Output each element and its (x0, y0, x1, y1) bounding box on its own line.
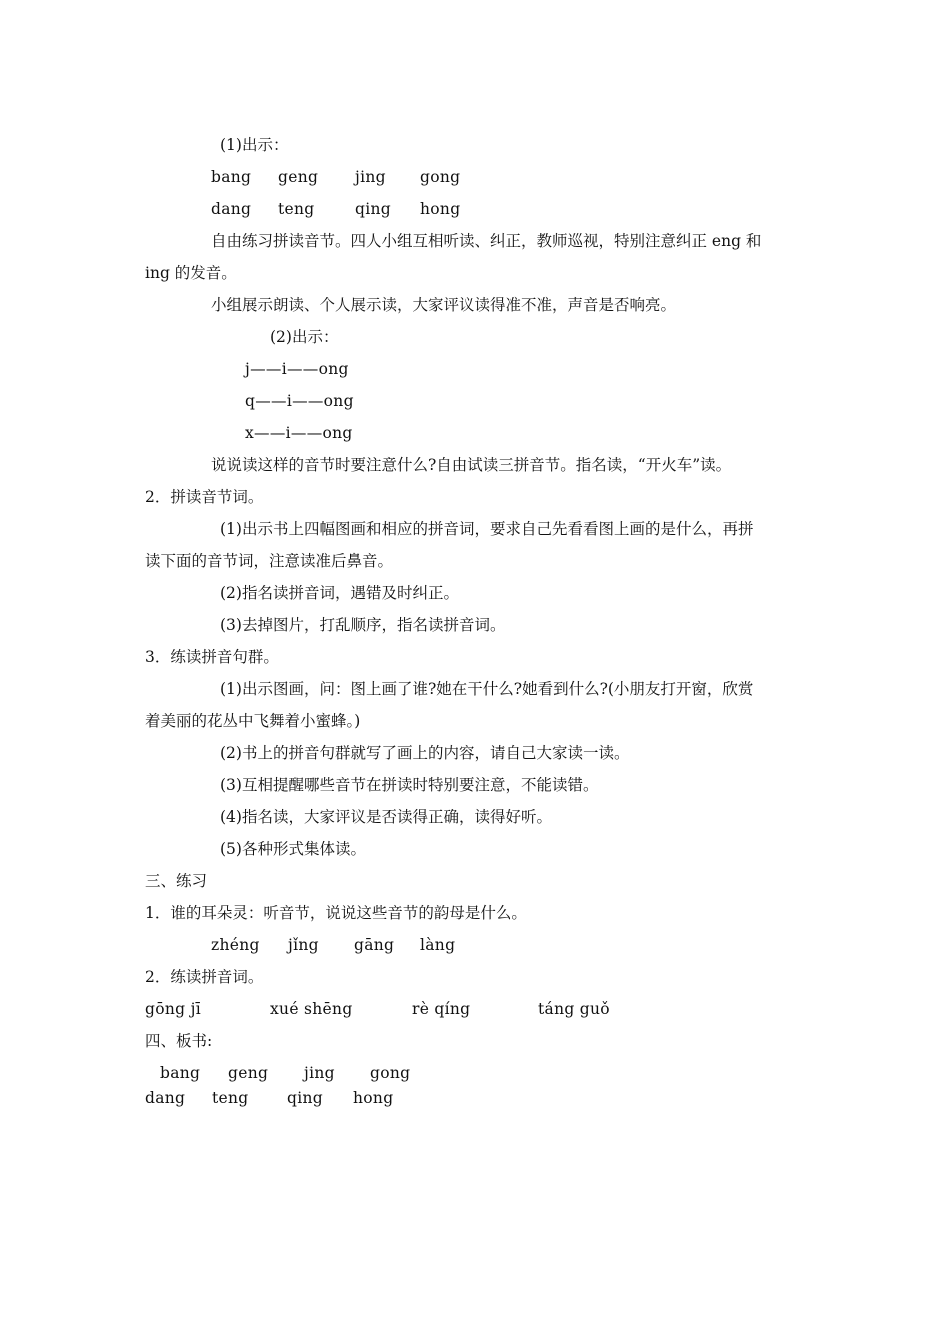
syllable: zhéng (211, 936, 260, 954)
three-part-syllable: x——i——ong (245, 424, 353, 442)
practice-text: 自由练习拼读音节。四人小组互相听读、纠正，教师巡视，特别注意纠正 eng 和 (211, 232, 762, 250)
pinyin-word: táng guǒ (538, 1000, 610, 1018)
words-item-1: (1)出示书上四幅图画和相应的拼音词，要求自己先看看图上画的是什么，再拼 (220, 520, 754, 538)
syllable: geng (278, 168, 319, 186)
syllable: gong (420, 168, 461, 186)
syllable: jǐng (288, 936, 319, 954)
practice-exercise-2: 2．练读拼音词。 (145, 968, 264, 986)
show-1-label: (1)出示： (220, 136, 289, 154)
syllable: qing (287, 1089, 323, 1107)
syllable: hong (353, 1089, 394, 1107)
syllable: dang (211, 200, 252, 218)
practice-exercise-1: 1．谁的耳朵灵：听音节，说说这些音节的韵母是什么。 (145, 904, 527, 922)
syllable: gāng (354, 936, 395, 954)
pinyin-word: gōng jī (145, 1000, 201, 1018)
board-row-2 (0, 1087, 950, 1109)
words-item-3: (3)去掉图片，打乱顺序，指名读拼音词。 (220, 616, 506, 634)
syllable: dang (145, 1089, 186, 1107)
syllable: bang (160, 1064, 201, 1082)
words-item-1-cont: 读下面的音节词，注意读准后鼻音。 (145, 552, 394, 570)
sentences-item-1-cont: 着美丽的花丛中飞舞着小蜜蜂。) (145, 712, 361, 730)
section-words-heading: 2．拼读音节词。 (145, 488, 264, 506)
words-item-2: (2)指名读拼音词，遇错及时纠正。 (220, 584, 459, 602)
syllable: bang (211, 168, 252, 186)
syllable: qing (355, 200, 391, 218)
group-show-text: 小组展示朗读、个人展示读，大家评议读得准不准，声音是否响亮。 (211, 296, 677, 314)
section-practice-heading: 三、练习 (145, 872, 208, 890)
syllable: teng (212, 1089, 249, 1107)
syllable-row-1 (0, 166, 950, 188)
section-sentences-heading: 3．练读拼音句群。 (145, 648, 279, 666)
syllable-row-2 (0, 198, 950, 220)
section-board-heading: 四、板书: (145, 1032, 213, 1050)
sentences-item-3: (3)互相提醒哪些音节在拼读时特别要注意，不能读错。 (220, 776, 599, 794)
exercise-2-words (0, 998, 950, 1020)
three-part-note: 说说读这样的音节时要注意什么?自由试读三拼音节。指名读，“开火车”读。 (211, 456, 732, 474)
exercise-1-syllables (0, 934, 950, 956)
syllable: jing (355, 168, 386, 186)
three-part-syllable: j——i——ong (245, 360, 349, 378)
syllable: hong (420, 200, 461, 218)
sentences-item-2: (2)书上的拼音句群就写了画上的内容，请自己大家读一读。 (220, 744, 630, 762)
syllable: gong (370, 1064, 411, 1082)
syllable: teng (278, 200, 315, 218)
show-2-label: (2)出示： (270, 328, 339, 346)
board-row-1 (0, 1062, 950, 1084)
three-part-syllable: q——i——ong (245, 392, 354, 410)
sentences-item-1: (1)出示图画，问：图上画了谁?她在干什么?她看到什么?(小朋友打开窗，欣赏 (220, 680, 754, 698)
syllable: làng (420, 936, 456, 954)
sentences-item-5: (5)各种形式集体读。 (220, 840, 366, 858)
pinyin-word: rè qíng (412, 1000, 471, 1018)
syllable: jing (304, 1064, 335, 1082)
syllable: geng (228, 1064, 269, 1082)
sentences-item-4: (4)指名读，大家评议是否读得正确，读得好听。 (220, 808, 552, 826)
practice-text-cont: ing 的发音。 (145, 264, 237, 282)
pinyin-word: xué shēng (270, 1000, 353, 1018)
